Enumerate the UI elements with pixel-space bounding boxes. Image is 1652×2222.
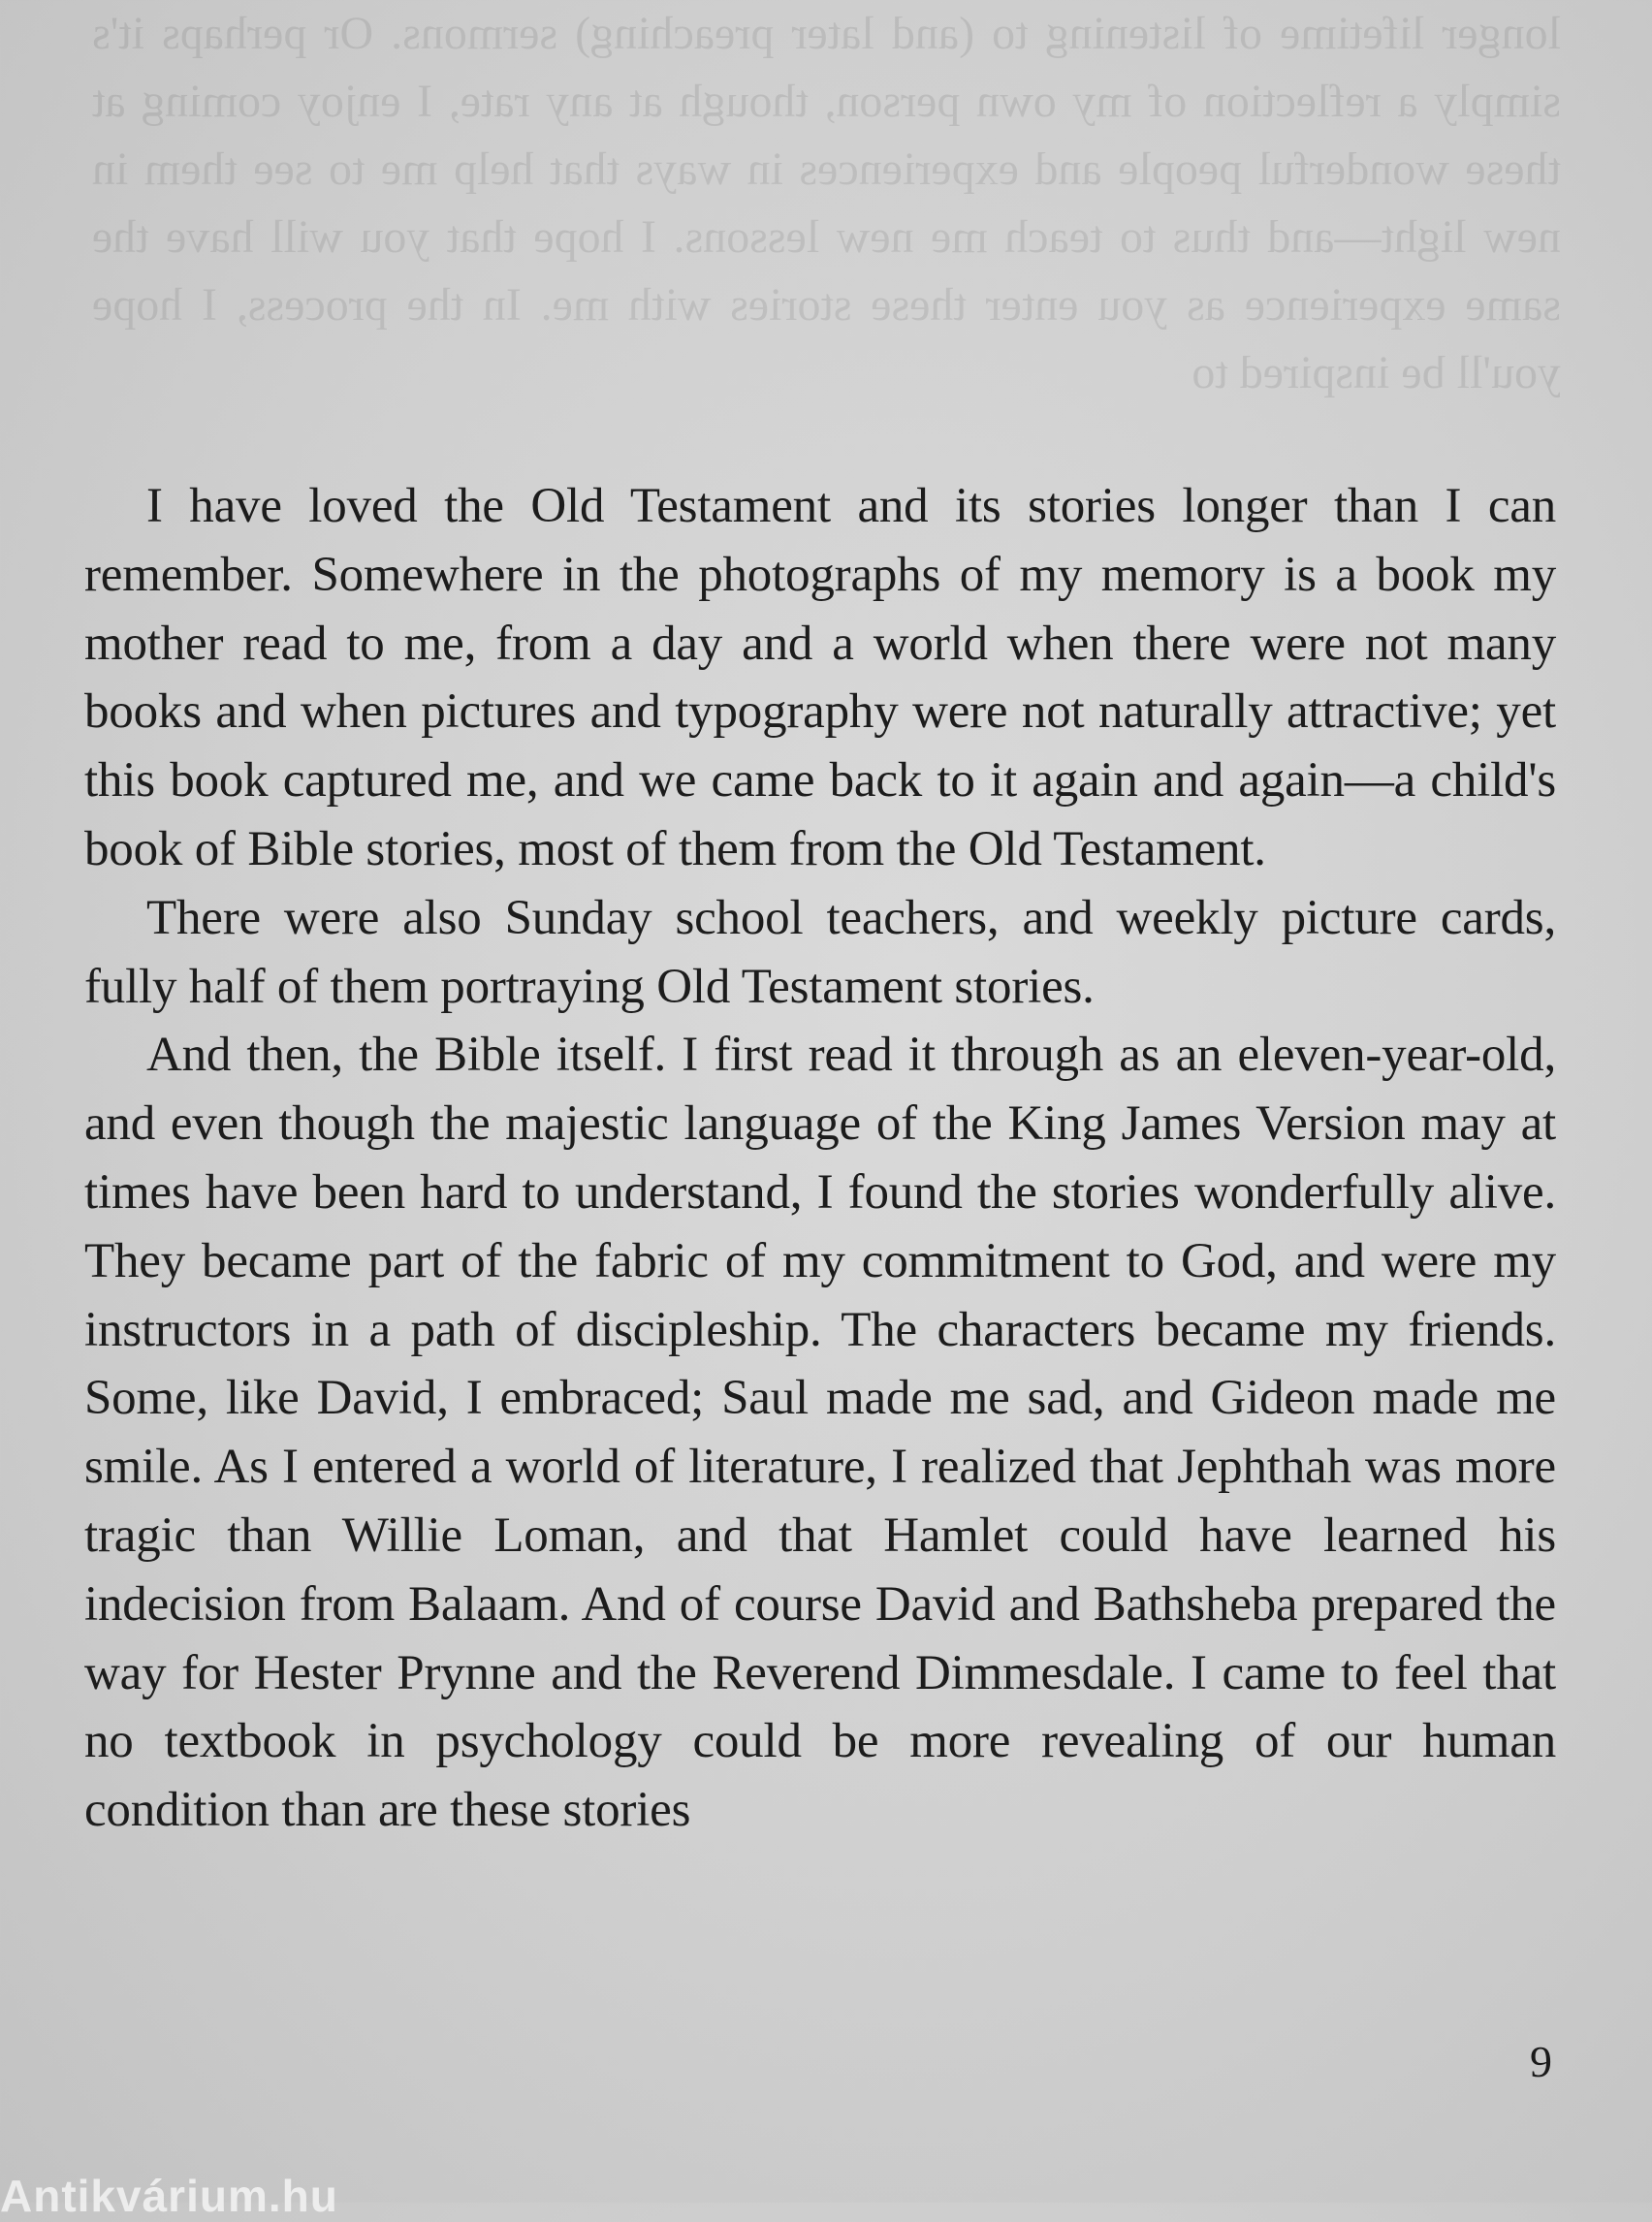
page-number: 9 (1530, 2037, 1552, 2086)
body-text (84, 472, 1556, 1845)
paragraph-2: There were also Sunday school teachers, and weekly picture cards, fully half of them portraying Old Testament stories. (84, 890, 1556, 1014)
bleed-through-text: longer lifetime of listening to (and later preaching) sermons. Or perhaps it's simply a reflection of my own person, though at any rate, I enjoy coming at these wonderful people and experiences in ways that help me to see them in new light—and thus to teach me new lessons. I hope that you will have the same experience as you enter these stories with me. In the process, I hope you'll be inspired to (92, 8, 1561, 398)
watermark: Antikvárium.hu (0, 2171, 338, 2221)
paragraph-3: And then, the Bible itself. I first read it through as an eleven-year-old, and even though the majestic language of the King James Version may at times have been hard to understand, I found the stories wonderfully alive. They became part of the fabric of my commitment to God, and were my instructors in a path of discipleship. The characters became my friends. Some, like David, I embraced; Saul made me sad, and Gideon made me smile. As I entered a world of literature, I realized that Jephthah was more tragic than Willie Loman, and that Hamlet could have learned his indecision from Balaam. And of course David and Bathsheba prepared the way for Hester Prynne and the Reverend Dimmesdale. I came to feel that no textbook in psychology could be more revealing of our human condition than are these stories (84, 1028, 1556, 1838)
paragraph-1: I have loved the Old Testament and its stories longer than I can remember. Somewhere in the photographs of my memory is a book my mother read to me, from a day and a world when there were not many books and when pictures and typography were not naturally attractive; yet this book captured me, and we came back to it again and again—a child's book of Bible stories, most of them from the Old Testament. (84, 479, 1556, 876)
